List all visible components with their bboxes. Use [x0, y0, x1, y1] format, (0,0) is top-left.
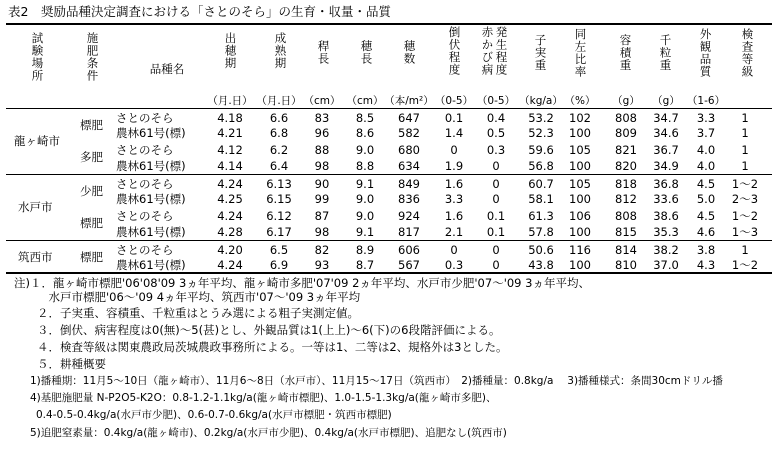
- header-heading: 出穂期: [223, 32, 238, 70]
- table-cell: 6.2: [269, 143, 289, 157]
- table-cell: 3.7: [696, 126, 716, 140]
- unit-kernel: （g）: [652, 95, 680, 107]
- header-disease: 赤かび病: [480, 26, 495, 76]
- table-cell: 4.25: [217, 192, 243, 206]
- table-cell: 3.3: [444, 192, 464, 206]
- table-title: 表2 奨励品種決定調査における「さとのそら」の生育・収量・品質: [8, 4, 391, 19]
- table-cell: 93: [314, 258, 330, 272]
- table-cell: 100: [569, 192, 591, 206]
- table-cell: 0.3: [444, 258, 464, 272]
- table-cell: 58.1: [528, 192, 554, 206]
- table-cell: 61.3: [528, 209, 554, 223]
- table-cell: 60.7: [528, 177, 554, 191]
- table-cell: 6.5: [269, 243, 289, 257]
- table-cell: 810: [615, 258, 637, 272]
- subnote-line: 0.4-0.5-0.4kg/a(水戸市少肥)、0.6-0.7-0.6kg/a(水戸市標肥・筑西市標肥): [36, 409, 392, 421]
- header-disease2: 発生程度: [494, 26, 509, 76]
- site-label: 龍ヶ崎市: [14, 134, 60, 148]
- variety-name: さとのそら: [116, 177, 174, 191]
- table-cell: 821: [615, 143, 637, 157]
- table-cell: 6.4: [269, 159, 289, 173]
- variety-name: さとのそら: [116, 209, 174, 223]
- table-cell: 1〜2: [731, 177, 759, 191]
- table-cell: 924: [398, 209, 420, 223]
- table-cell: 812: [615, 192, 637, 206]
- table-cell: 8.7: [355, 258, 375, 272]
- table-cell: 6.12: [266, 209, 292, 223]
- table-cell: 105: [569, 177, 591, 191]
- table-cell: 4.20: [217, 243, 243, 257]
- header-bottom-rule: [6, 108, 772, 109]
- table-cell: 1: [741, 126, 749, 140]
- table-cell: 37.0: [653, 258, 679, 272]
- variety-name: さとのそら: [116, 243, 174, 257]
- header-variety: 品種名: [149, 62, 185, 76]
- unit-ear: （cm）: [346, 95, 384, 107]
- site-divider-rule: [6, 240, 772, 241]
- table-cell: 0.5: [486, 126, 506, 140]
- table-cell: 6.9: [269, 258, 289, 272]
- header-site: 試験場所: [30, 32, 45, 82]
- site-divider-rule: [6, 174, 772, 175]
- table-cell: 836: [398, 192, 420, 206]
- table-cell: 808: [615, 111, 637, 125]
- table-cell: 116: [569, 243, 591, 257]
- table-cell: 4.0: [696, 159, 716, 173]
- table-cell: 59.6: [528, 143, 554, 157]
- table-cell: 96: [314, 126, 330, 140]
- variety-name: 農林61号(標): [116, 159, 186, 173]
- table-cell: 52.3: [528, 126, 554, 140]
- header-maturity: 成熟期: [273, 32, 288, 70]
- table-cell: 105: [569, 143, 591, 157]
- table-cell: 36.7: [653, 143, 679, 157]
- table-cell: 4.3: [696, 258, 716, 272]
- table-top-rule: [6, 23, 772, 25]
- header-ears: 穂数: [402, 40, 417, 65]
- table-cell: 680: [398, 143, 420, 157]
- table-cell: 1.4: [444, 126, 464, 140]
- table-cell: 815: [615, 225, 637, 239]
- table-cell: 1〜2: [731, 209, 759, 223]
- table-cell: 817: [398, 225, 420, 239]
- table-cell: 102: [569, 111, 591, 125]
- table-cell: 3.8: [696, 243, 716, 257]
- header-ear: 穂長: [359, 40, 374, 65]
- table-cell: 1: [741, 243, 749, 257]
- table-cell: 4.24: [217, 177, 243, 191]
- table-cell: 1: [741, 159, 749, 173]
- note-line: 水戸市標肥'06〜'09 4ヵ年平均、筑西市'07〜'09 3ヵ年平均: [14, 290, 361, 304]
- fert-label: 標肥: [80, 118, 103, 132]
- note-line: ２．子実重、容積重、千粒重はとうみ選による粗子実測定値。: [14, 306, 359, 320]
- table-cell: 8.6: [355, 126, 375, 140]
- fert-label: 標肥: [80, 216, 103, 230]
- table-cell: 808: [615, 209, 637, 223]
- table-cell: 98: [314, 225, 330, 239]
- table-cell: 34.6: [653, 126, 679, 140]
- table-cell: 38.6: [653, 209, 679, 223]
- table-cell: 2.1: [444, 225, 464, 239]
- table-cell: 82: [314, 243, 330, 257]
- table-cell: 56.8: [528, 159, 554, 173]
- unit-yield: （kg/a）: [519, 95, 563, 107]
- table-cell: 634: [398, 159, 420, 173]
- table-cell: 9.0: [355, 143, 375, 157]
- table-cell: 1.9: [444, 159, 464, 173]
- table-cell: 9.1: [355, 177, 375, 191]
- table-cell: 43.8: [528, 258, 554, 272]
- variety-name: 農林61号(標): [116, 258, 186, 272]
- table-cell: 38.2: [653, 243, 679, 257]
- header-volume: 容積重: [618, 34, 633, 72]
- unit-culm: （cm）: [303, 95, 341, 107]
- table-cell: 4.0: [696, 143, 716, 157]
- table-cell: 87: [314, 209, 330, 223]
- table-cell: 8.5: [355, 111, 375, 125]
- table-cell: 0: [492, 243, 500, 257]
- table-cell: 100: [569, 225, 591, 239]
- unit-heading: （月.日）: [207, 95, 253, 107]
- unit-ears: （本/m²）: [384, 95, 434, 107]
- site-label: 水戸市: [18, 200, 53, 214]
- table-cell: 6.8: [269, 126, 289, 140]
- note-line: 注)１．龍ヶ崎市標肥'06'08'09 3ヵ年平均、龍ヶ崎市多肥'07'09 2ヵ年平均、水戸市少肥'07〜'09 3ヵ年平均、: [14, 276, 590, 290]
- header-ratio: 同左比率: [573, 28, 588, 78]
- table-cell: 2〜3: [731, 192, 759, 206]
- table-cell: 647: [398, 111, 420, 125]
- header-lodging: 倒伏程度: [447, 26, 462, 76]
- table-cell: 50.6: [528, 243, 554, 257]
- table-cell: 0: [492, 177, 500, 191]
- table-cell: 9.1: [355, 225, 375, 239]
- table-cell: 34.7: [653, 111, 679, 125]
- variety-name: 農林61号(標): [116, 126, 186, 140]
- table-cell: 1〜2: [731, 258, 759, 272]
- table-cell: 4.24: [217, 258, 243, 272]
- header-fert: 施肥条件: [85, 32, 100, 82]
- subnote-line: 4)基肥施肥量 N-P2O5-K2O：0.8-1.2-1.1kg/a(龍ヶ崎市標肥)、1.0-1.5-1.3kg/a(龍ヶ崎市多肥)、: [30, 392, 497, 404]
- table-cell: 820: [615, 159, 637, 173]
- table-cell: 4.6: [696, 225, 716, 239]
- table-cell: 0: [450, 143, 458, 157]
- unit-lodging: （0-5）: [434, 95, 474, 107]
- table-cell: 6.17: [266, 225, 292, 239]
- table-cell: 100: [569, 159, 591, 173]
- table-cell: 35.3: [653, 225, 679, 239]
- note-line: ５．耕種概要: [14, 357, 106, 371]
- table-cell: 6.6: [269, 111, 289, 125]
- table-cell: 818: [615, 177, 637, 191]
- table-cell: 53.2: [528, 111, 554, 125]
- table-cell: 6.13: [266, 177, 292, 191]
- variety-name: さとのそら: [116, 143, 174, 157]
- table-cell: 0: [492, 192, 500, 206]
- table-cell: 88: [314, 143, 330, 157]
- table-cell: 1: [741, 111, 749, 125]
- table-cell: 5.0: [696, 192, 716, 206]
- table-cell: 9.0: [355, 192, 375, 206]
- table-cell: 4.5: [696, 209, 716, 223]
- table-cell: 0.1: [486, 225, 506, 239]
- table-cell: 0.1: [444, 111, 464, 125]
- table-cell: 4.28: [217, 225, 243, 239]
- table-cell: 99: [314, 192, 330, 206]
- table-cell: 4.5: [696, 177, 716, 191]
- table-cell: 83: [314, 111, 330, 125]
- table-cell: 100: [569, 258, 591, 272]
- unit-maturity: （月.日）: [256, 95, 302, 107]
- table-cell: 106: [569, 209, 591, 223]
- table-cell: 1〜3: [731, 225, 759, 239]
- subnote-line: 1)播種期：11月5〜10日（龍ヶ崎市）、11月6〜8日（水戸市）、11月15〜17日（筑西市） 2)播種量：0.8kg/a 3)播種様式：条間30cmドリル播: [30, 375, 723, 387]
- table-cell: 57.8: [528, 225, 554, 239]
- table-bottom-rule: [6, 272, 772, 274]
- table-cell: 849: [398, 177, 420, 191]
- unit-appearance: （1-6）: [686, 95, 726, 107]
- variety-name: さとのそら: [116, 111, 174, 125]
- fert-label: 少肥: [80, 184, 103, 198]
- variety-name: 農林61号(標): [116, 192, 186, 206]
- table-cell: 0: [492, 159, 500, 173]
- note-line: ４．検査等級は関東農政局茨城農政事務所による。一等は1、二等は2、規格外は3とした。: [14, 340, 508, 354]
- table-cell: 809: [615, 126, 637, 140]
- table-cell: 0.1: [486, 209, 506, 223]
- table-cell: 9.0: [355, 209, 375, 223]
- table-cell: 0: [450, 243, 458, 257]
- variety-name: 農林61号(標): [116, 225, 186, 239]
- unit-volume: （g）: [612, 95, 640, 107]
- table-cell: 6.15: [266, 192, 292, 206]
- header-kernel: 千粒重: [658, 34, 673, 72]
- table-cell: 4.21: [217, 126, 243, 140]
- table-cell: 0: [492, 258, 500, 272]
- site-label: 筑西市: [18, 250, 53, 264]
- table-cell: 1.6: [444, 209, 464, 223]
- unit-disease: （0-5）: [476, 95, 516, 107]
- table-cell: 1.6: [444, 177, 464, 191]
- note-line: ３．倒伏、病害程度は0(無)〜5(甚)とし、外観品質は1(上上)〜6(下)の6段階評価による。: [14, 323, 501, 337]
- table-cell: 4.12: [217, 143, 243, 157]
- table-cell: 567: [398, 258, 420, 272]
- header-grade: 検査等級: [740, 28, 755, 78]
- table-cell: 8.8: [355, 159, 375, 173]
- table-cell: 0.3: [486, 143, 506, 157]
- table-cell: 8.9: [355, 243, 375, 257]
- fert-label: 多肥: [80, 150, 103, 164]
- header-appearance: 外観品質: [698, 28, 713, 78]
- header-culm: 稈長: [316, 40, 331, 65]
- table-cell: 0.4: [486, 111, 506, 125]
- table-cell: 4.18: [217, 111, 243, 125]
- table-cell: 4.24: [217, 209, 243, 223]
- table-cell: 36.8: [653, 177, 679, 191]
- fert-label: 標肥: [80, 250, 103, 264]
- header-yield: 子実重: [533, 34, 548, 72]
- table-cell: 33.6: [653, 192, 679, 206]
- table-cell: 34.9: [653, 159, 679, 173]
- table-cell: 90: [314, 177, 330, 191]
- subnote-line: 5)追肥窒素量：0.4kg/a(龍ヶ崎市)、0.2kg/a(水戸市少肥)、0.4kg/a(水戸市標肥)、追肥なし(筑西市): [30, 427, 507, 439]
- table-cell: 3.3: [696, 111, 716, 125]
- unit-ratio: （%）: [564, 95, 596, 107]
- table-cell: 582: [398, 126, 420, 140]
- table-cell: 100: [569, 126, 591, 140]
- table-cell: 814: [615, 243, 637, 257]
- table-cell: 4.14: [217, 159, 243, 173]
- table-cell: 1: [741, 143, 749, 157]
- table-cell: 606: [398, 243, 420, 257]
- table-cell: 98: [314, 159, 330, 173]
